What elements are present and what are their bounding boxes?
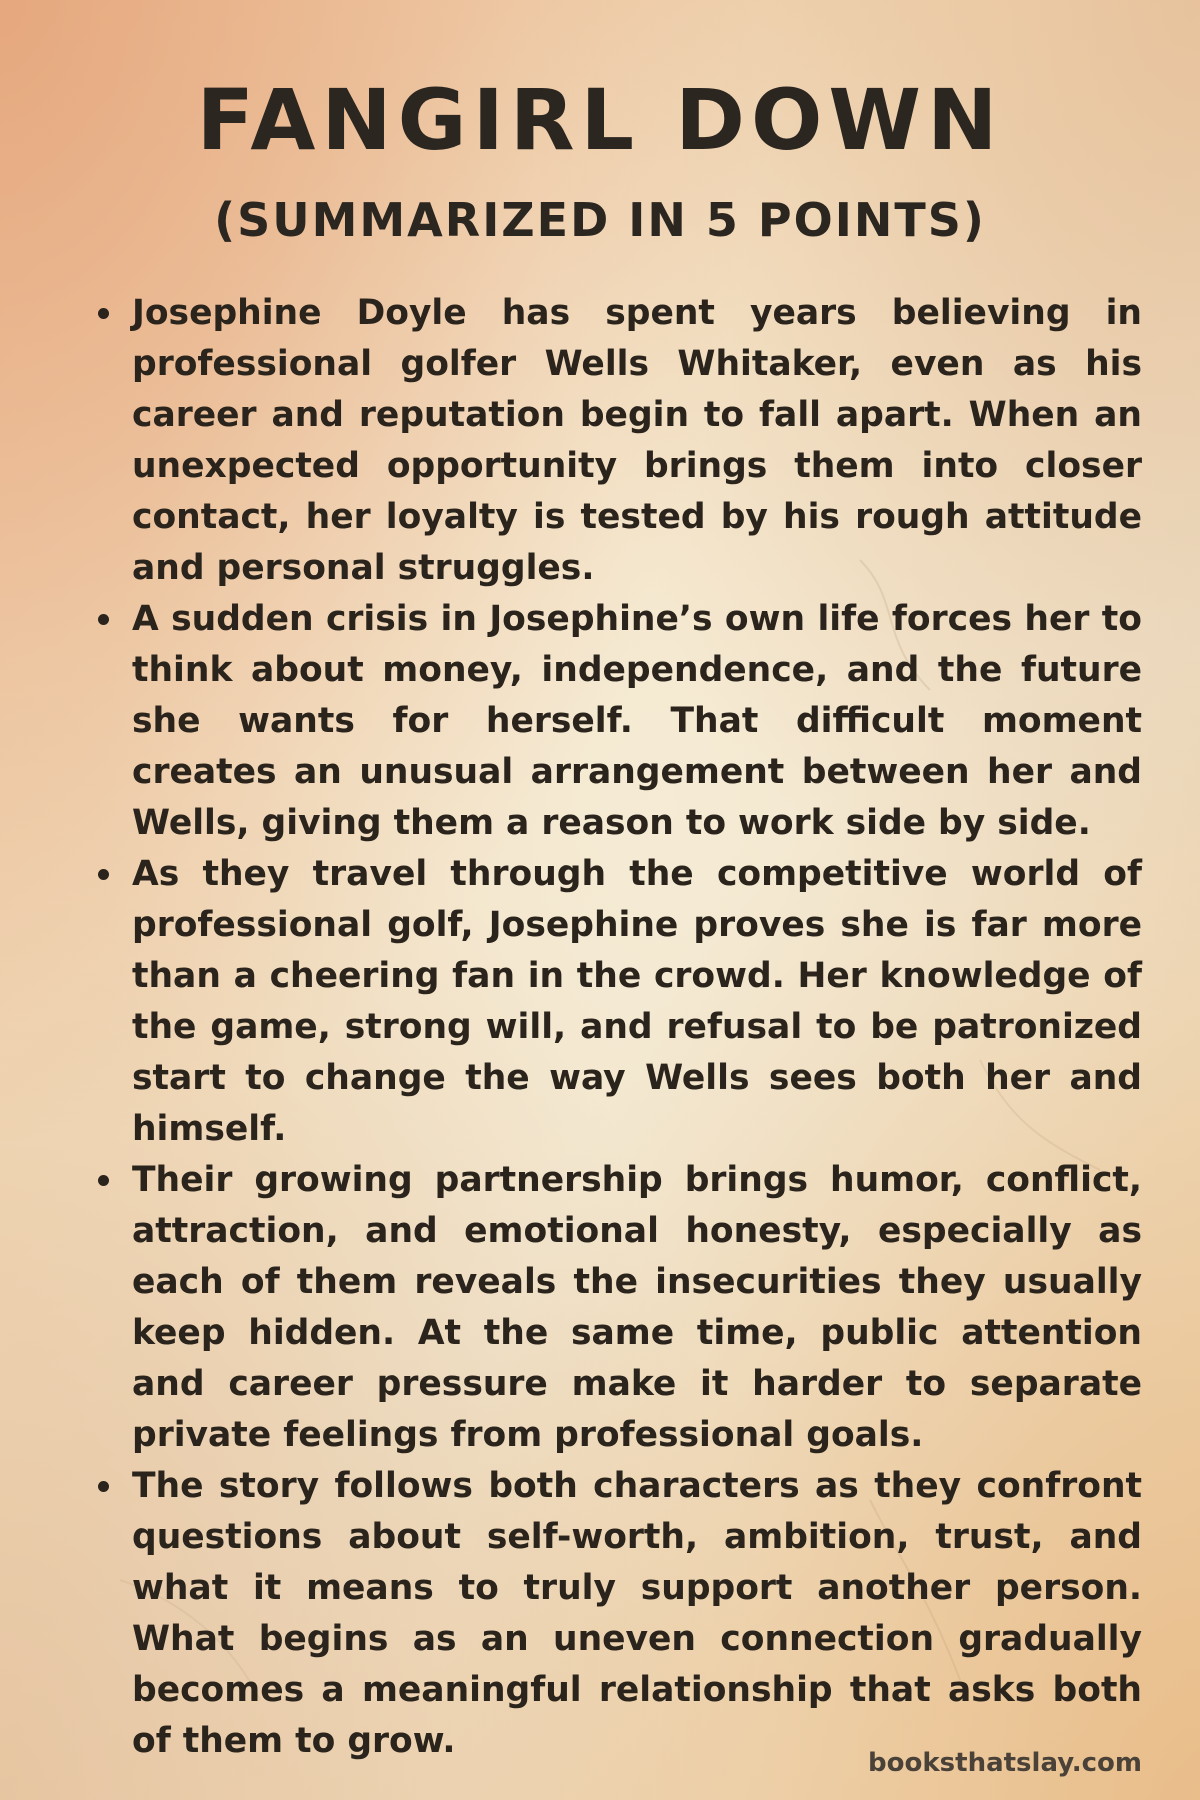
bullet-icon — [98, 308, 109, 319]
bullet-icon — [98, 1175, 109, 1186]
summary-point-1 — [92, 288, 1142, 594]
summary-point-text: The story follows both characters as they confront questions about self-worth, ambition, trust, and what it means to truly support another person. What begins as an uneven connection gradually becomes a meaningful relationship that asks both of them to grow. — [132, 1466, 1142, 1761]
page-subtitle: (SUMMARIZED IN 5 POINTS) — [214, 193, 986, 247]
summary-list — [92, 288, 1142, 1767]
bullet-icon — [98, 869, 109, 880]
bullet-icon — [98, 1481, 109, 1492]
summary-point-text: A sudden crisis in Josephine’s own life forces her to think about money, independence, and the future she wants for herself. That difficult moment creates an unusual arrangement between her and Wells, giving them a reason to work side by side. — [132, 599, 1142, 843]
summary-point-3 — [92, 849, 1142, 1155]
summary-point-text: Josephine Doyle has spent years believing in professional golfer Wells Whitaker, even as his career and reputation begin to fall apart. When an unexpected opportunity brings them into closer contact, her loyalty is tested by his rough attitude and personal struggles. — [132, 293, 1142, 588]
summary-point-text: Their growing partnership brings humor, conflict, attraction, and emotional honesty, especially as each of them reveals the insecurities they usually keep hidden. At the same time, public attention and career pressure make it harder to separate private feelings from professional goals. — [132, 1160, 1142, 1455]
summary-point-4 — [92, 1155, 1142, 1461]
summary-point-5 — [92, 1461, 1142, 1767]
header — [0, 70, 1200, 250]
summary-point-2 — [92, 594, 1142, 849]
site-credit: booksthatslay.com — [868, 1748, 1142, 1778]
page-title: FANGIRL DOWN — [196, 71, 1004, 169]
summary-point-text: As they travel through the competitive world of professional golf, Josephine proves she is far more than a cheering fan in the crowd. Her knowledge of the game, strong will, and refusal to be patronized start to change the way Wells sees both her and himself. — [132, 854, 1142, 1149]
bullet-icon — [98, 614, 109, 625]
